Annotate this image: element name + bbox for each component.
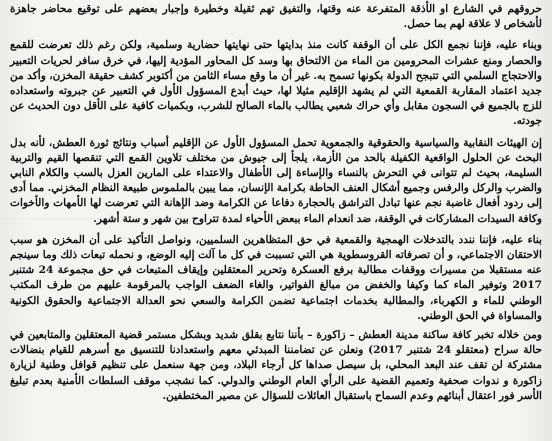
paragraph-intro: حروقهم في الشارع او الأذقة المتفرعة عنه وقتها، والتفيق تهم ثقيلة وخطيرة وإجبار بعضهم على توقيع محاضر جاهزة لأشخاص لا علاقة لهم بما حصل. — [10, 3, 542, 31]
paragraph-solidarity: ومن خلاله تخبر كافة ساكنة مدينة العطش – زاكورة – بأننا نتابع بقلق شديد وبشكل مستمر قضية المعتقلين والمتابعين في حالة سراح (معتقلو 24 شتنبر 2017) ونعلن عن تضامننا المبدئي معهم واستعدادنا للتنسيق مع أسرهم للقيام بنضالات مشتركة لن تقف عند البعد المحلي، بل سيصل صداها كل أرجاء البلاد، ومن جهة سنعمل على تنظيم قوافل وطنية لزيارة زاكورة و ندوات صحفية وتعميم القضية على الرأي العام الوطني والدولي. كما نشجب موقف السلطات الأمنية بعدم تبليغ الأسر فور اعتقال أبنائهم وعدم السماح باستقبال العائلات للسؤال عن مصير المختطفين. — [10, 329, 542, 402]
paper-fold-line — [0, 218, 552, 219]
paragraph-peaceful-protest: وبناء عليه، فإننا نجمع الكل على أن الوقفة كانت منذ بدايتها حتى نهايتها حضارية وسلمية، ولكن رغم ذلك تعرضت للقمع والحصار ومنع عشرات المحرومين من الماء من الالتحاق بها وسد كل المحاور المؤدية إليها، في خرق سافر لحريات التعبير والاحتجاج السلمي التي تتبجح الدولة بكونها تسمح به. غير أن ما وقع مساء الثامن من أكتوبر كشف حقيقة المخزن، وأكد من جديد اعتماد المقاربة القمعية التي لم يشهد الإقليم مثيلا لها، حيث أبدع المسؤول الأول في التعبير عن جبروته واستعداده للزج بالجميع في السجون مقابل وأي حراك شعبي يطالب بالماء الصالح للشرب، وبكميات كافية على الأقل دون الحديث عن جودته. — [10, 39, 542, 128]
paragraph-responsibility: إن الهيئات النقابية والسياسية والحقوقية والجمعوية تحمل المسؤول الأول عن الإقليم أسباب ونتائج ثورة العطش، لأنه بدل البحث عن الحلول الواقعية الكفيلة بالحد من الأزمة، يلجأ إلى جيوش من مختلف تلاوين القمع التي تنقصها القيم والتربية السليمة، بحيث لم تتوانى في التحرش بالنساء والإساءة إلى الأطفال والاعتداء على المارين العزل بالسب والكلام النابي والضرب والركل والرفس وجميع أشكال العنف الحاطة بكرامة الإنسان، مما يبين بالملموس طبيعة النظام المخزني. مما أدى إلى ردود أفعال غاضبة نجم عنها تبادل التراشق بالحجارة دفاعا عن الكرامة وضد الإهانة التي تعرضت لها الأمهات والأخوات وكافة السيدات المشاركات في الوقفة، ضد انعدام الماء ببعض الأحياء لمدة تتراوح بين شهر و ستة أشهر. — [10, 136, 542, 225]
paragraph-condemnation: بناء عليه، فإننا نندد بالتدخلات الهمجية والقمعية في حق المتظاهرين السلميين، ونواصل التأكيد على أن المخزن هو سبب الاحتقان الاجتماعي، و أن تصرفاته القروسطوية هي التي تسببت في كل ما آلت إليه الوضع، و نحمله تبعات ذلك وما سينجم عنه مستقبلا من مسيرات ووقفات مطالبة برفع العسكرة وتحرير المعتقلين وإيقاف المتبعات في حق مجموعة 24 شتنبر 2017 وتوفير الماء كما وكيفا والخفض من مبالغ الفواتير، والغاء الضعف الواجب بالمرقومة عليهم من طرف المكتب الوطني للماء و الكهرباء، والمطالبة بخدمات اجتماعية تضمن الكرامة والسعي نحو العدالة الاجتماعية والحقوق الكونية والمساواة في الحق الوطني. — [10, 233, 542, 322]
